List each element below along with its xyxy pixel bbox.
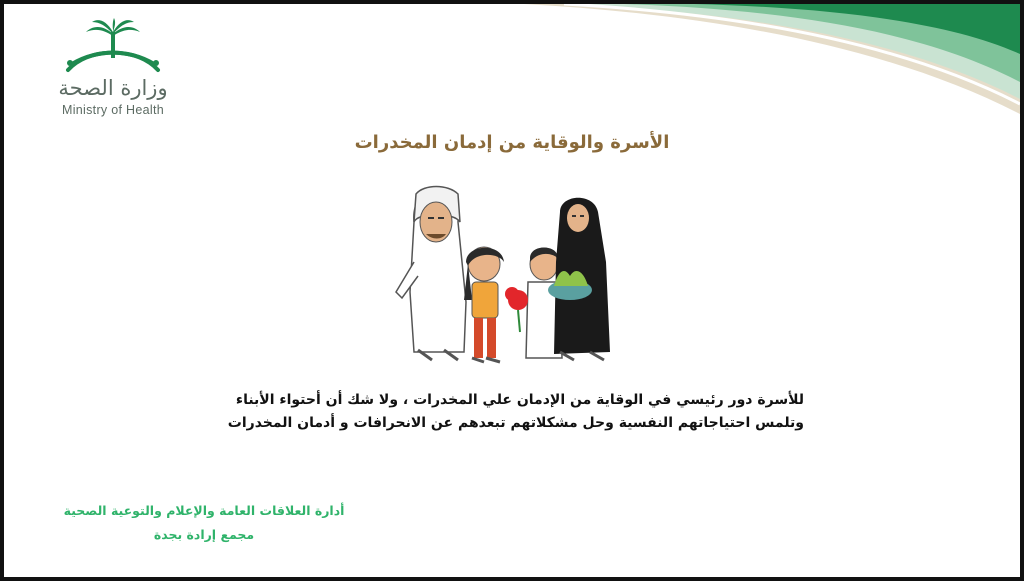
footer-line-department: أدارة العلاقات العامة والإعلام والتوعية الصحية (63, 503, 345, 518)
father-figure (396, 187, 466, 361)
body-line: للأسرة دور رئيسي في الوقاية من الإدمان علي المخدرات ، ولا شك أن أحتواء الأبناء (235, 392, 804, 408)
body-paragraph (184, 389, 804, 435)
logo-arabic-text: وزارة الصحة (58, 76, 168, 100)
footer-credits (44, 499, 364, 547)
slide-title: الأسرة والوقاية من إدمان المخدرات (354, 132, 670, 153)
logo-english-text: Ministry of Health (62, 103, 164, 117)
family-illustration (384, 182, 624, 374)
girl-figure (464, 247, 504, 362)
body-line: وتلمس احتياجاتهم النفسية وحل مشكلاتهم تبعدهم عن الانحرافات و أدمان المخدرات (227, 415, 804, 431)
ministry-logo (38, 18, 188, 118)
mother-figure (548, 198, 610, 360)
palm-and-swords-icon (58, 18, 168, 76)
slide (4, 4, 1020, 577)
footer-line-complex: مجمع إرادة بجدة (153, 527, 255, 542)
boy-figure (505, 248, 562, 359)
